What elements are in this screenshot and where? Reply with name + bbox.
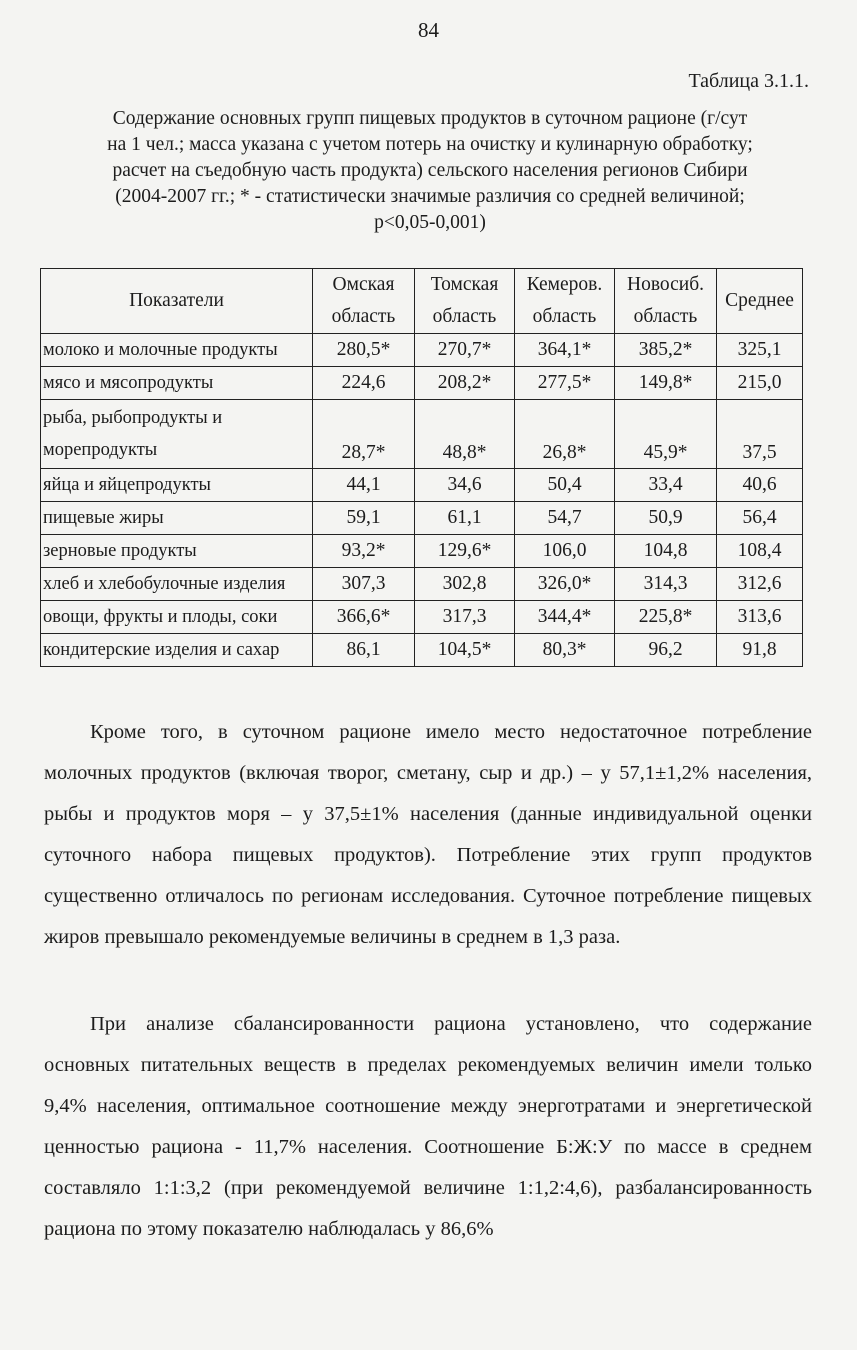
- cell-value: 45,9*: [615, 400, 717, 469]
- cell-value: 106,0: [515, 535, 615, 568]
- cell-value: 314,3: [615, 568, 717, 601]
- cell-value: 215,0: [717, 367, 803, 400]
- row-label: [41, 400, 313, 469]
- cell-value: 54,7: [515, 502, 615, 535]
- header-indicators: Показатели: [41, 269, 313, 334]
- cell-value: 34,6: [415, 469, 515, 502]
- cell-value: 108,4: [717, 535, 803, 568]
- cell-value: 366,6*: [313, 601, 415, 634]
- row-label: пищевые жиры: [41, 502, 313, 535]
- caption-line: на 1 чел.; масса указана с учетом потерь на очистку и кулинарную обработку;: [107, 134, 753, 155]
- header-line: область: [633, 306, 698, 327]
- table-row: [41, 400, 803, 469]
- table-label: Таблица 3.1.1.: [688, 70, 809, 92]
- cell-value: 91,8: [717, 634, 803, 667]
- row-label: мясо и мясопродукты: [41, 367, 313, 400]
- cell-value: 50,9: [615, 502, 717, 535]
- table-row: [41, 568, 803, 601]
- cell-value: 307,3: [313, 568, 415, 601]
- cell-value: 385,2*: [615, 334, 717, 367]
- row-label-line: рыба, рыбопродукты и: [43, 408, 223, 428]
- row-label: хлеб и хлебобулочные изделия: [41, 568, 313, 601]
- caption-line: Содержание основных групп пищевых продуктов в суточном рационе (г/сут: [112, 108, 748, 129]
- cell-value: 28,7*: [313, 400, 415, 469]
- cell-value: 86,1: [313, 634, 415, 667]
- header-line: область: [331, 306, 396, 327]
- cell-value: 93,2*: [313, 535, 415, 568]
- page-number: 84: [418, 18, 439, 42]
- table-row: [41, 601, 803, 634]
- header-line: Новосиб.: [626, 274, 705, 295]
- table-row: [41, 367, 803, 400]
- caption-line: расчет на съедобную часть продукта) сельского населения регионов Сибири: [112, 160, 748, 181]
- cell-value: 280,5*: [313, 334, 415, 367]
- cell-value: 149,8*: [615, 367, 717, 400]
- cell-value: 302,8: [415, 568, 515, 601]
- caption-line: p<0,05-0,001): [374, 212, 486, 233]
- header-line: область: [432, 306, 497, 327]
- caption-line: (2004-2007 гг.; * - статистически значимые различия со средней величиной;: [115, 186, 745, 207]
- cell-value: 104,8: [615, 535, 717, 568]
- cell-value: 50,4: [515, 469, 615, 502]
- cell-value: 40,6: [717, 469, 803, 502]
- header-line: область: [532, 306, 597, 327]
- cell-value: 56,4: [717, 502, 803, 535]
- row-label: кондитерские изделия и сахар: [41, 634, 313, 667]
- header-line: Кемеров.: [526, 274, 603, 295]
- table-row: [41, 535, 803, 568]
- cell-value: 37,5: [717, 400, 803, 469]
- header-line: Томская: [430, 274, 499, 295]
- food-groups-table: [40, 268, 803, 667]
- cell-value: 33,4: [615, 469, 717, 502]
- cell-value: 59,1: [313, 502, 415, 535]
- cell-value: 224,6: [313, 367, 415, 400]
- cell-value: 312,6: [717, 568, 803, 601]
- cell-value: 270,7*: [415, 334, 515, 367]
- body-paragraph: При анализе сбалансированности рациона установлено, что содержание основных питательных веществ в пределах рекомендуемых величин имели только 9,4% населения, оптимальное соотношение между энерготратами и энергетической ценностью рациона - 11,7% населения. Соотношение Б:Ж:У по массе в среднем составляло 1:1:3,2 (при рекомендуемой величине 1:1,2:4,6), разбалансированность рациона по этому показателю наблюдалась у 86,6%: [44, 1013, 812, 1240]
- table-caption: [40, 106, 820, 236]
- cell-value: 208,2*: [415, 367, 515, 400]
- row-label: зерновые продукты: [41, 535, 313, 568]
- table-row: [41, 634, 803, 667]
- header-line: Омская: [332, 274, 395, 295]
- cell-value: 364,1*: [515, 334, 615, 367]
- row-label: овощи, фрукты и плоды, соки: [41, 601, 313, 634]
- table-header-row: [41, 269, 803, 334]
- table-row: [41, 334, 803, 367]
- cell-value: 344,4*: [515, 601, 615, 634]
- cell-value: 277,5*: [515, 367, 615, 400]
- table-row: [41, 469, 803, 502]
- row-label: молоко и молочные продукты: [41, 334, 313, 367]
- header-tomsk: [415, 269, 515, 334]
- cell-value: 61,1: [415, 502, 515, 535]
- header-novosibirsk: [615, 269, 717, 334]
- cell-value: 48,8*: [415, 400, 515, 469]
- table-row: [41, 502, 803, 535]
- cell-value: 96,2: [615, 634, 717, 667]
- row-label-line: морепродукты: [43, 440, 158, 460]
- cell-value: 104,5*: [415, 634, 515, 667]
- header-average: Среднее: [717, 269, 803, 334]
- cell-value: 129,6*: [415, 535, 515, 568]
- cell-value: 44,1: [313, 469, 415, 502]
- body-paragraph: Кроме того, в суточном рационе имело место недостаточное потребление молочных продуктов (включая творог, сметану, сыр и др.) – у 57,1±1,2% населения, рыбы и продуктов моря – у 37,5±1% населения (данные индивидуальной оценки суточного набора пищевых продуктов). Потребление этих групп продуктов существенно отличалось по регионам исследования. Суточное потребление пищевых жиров превышало рекомендуемые величины в среднем в 1,3 раза.: [44, 721, 812, 948]
- cell-value: 325,1: [717, 334, 803, 367]
- cell-value: 326,0*: [515, 568, 615, 601]
- row-label: яйца и яйцепродукты: [41, 469, 313, 502]
- cell-value: 80,3*: [515, 634, 615, 667]
- cell-value: 317,3: [415, 601, 515, 634]
- header-omsk: [313, 269, 415, 334]
- cell-value: 225,8*: [615, 601, 717, 634]
- cell-value: 26,8*: [515, 400, 615, 469]
- header-kemerovo: [515, 269, 615, 334]
- cell-value: 313,6: [717, 601, 803, 634]
